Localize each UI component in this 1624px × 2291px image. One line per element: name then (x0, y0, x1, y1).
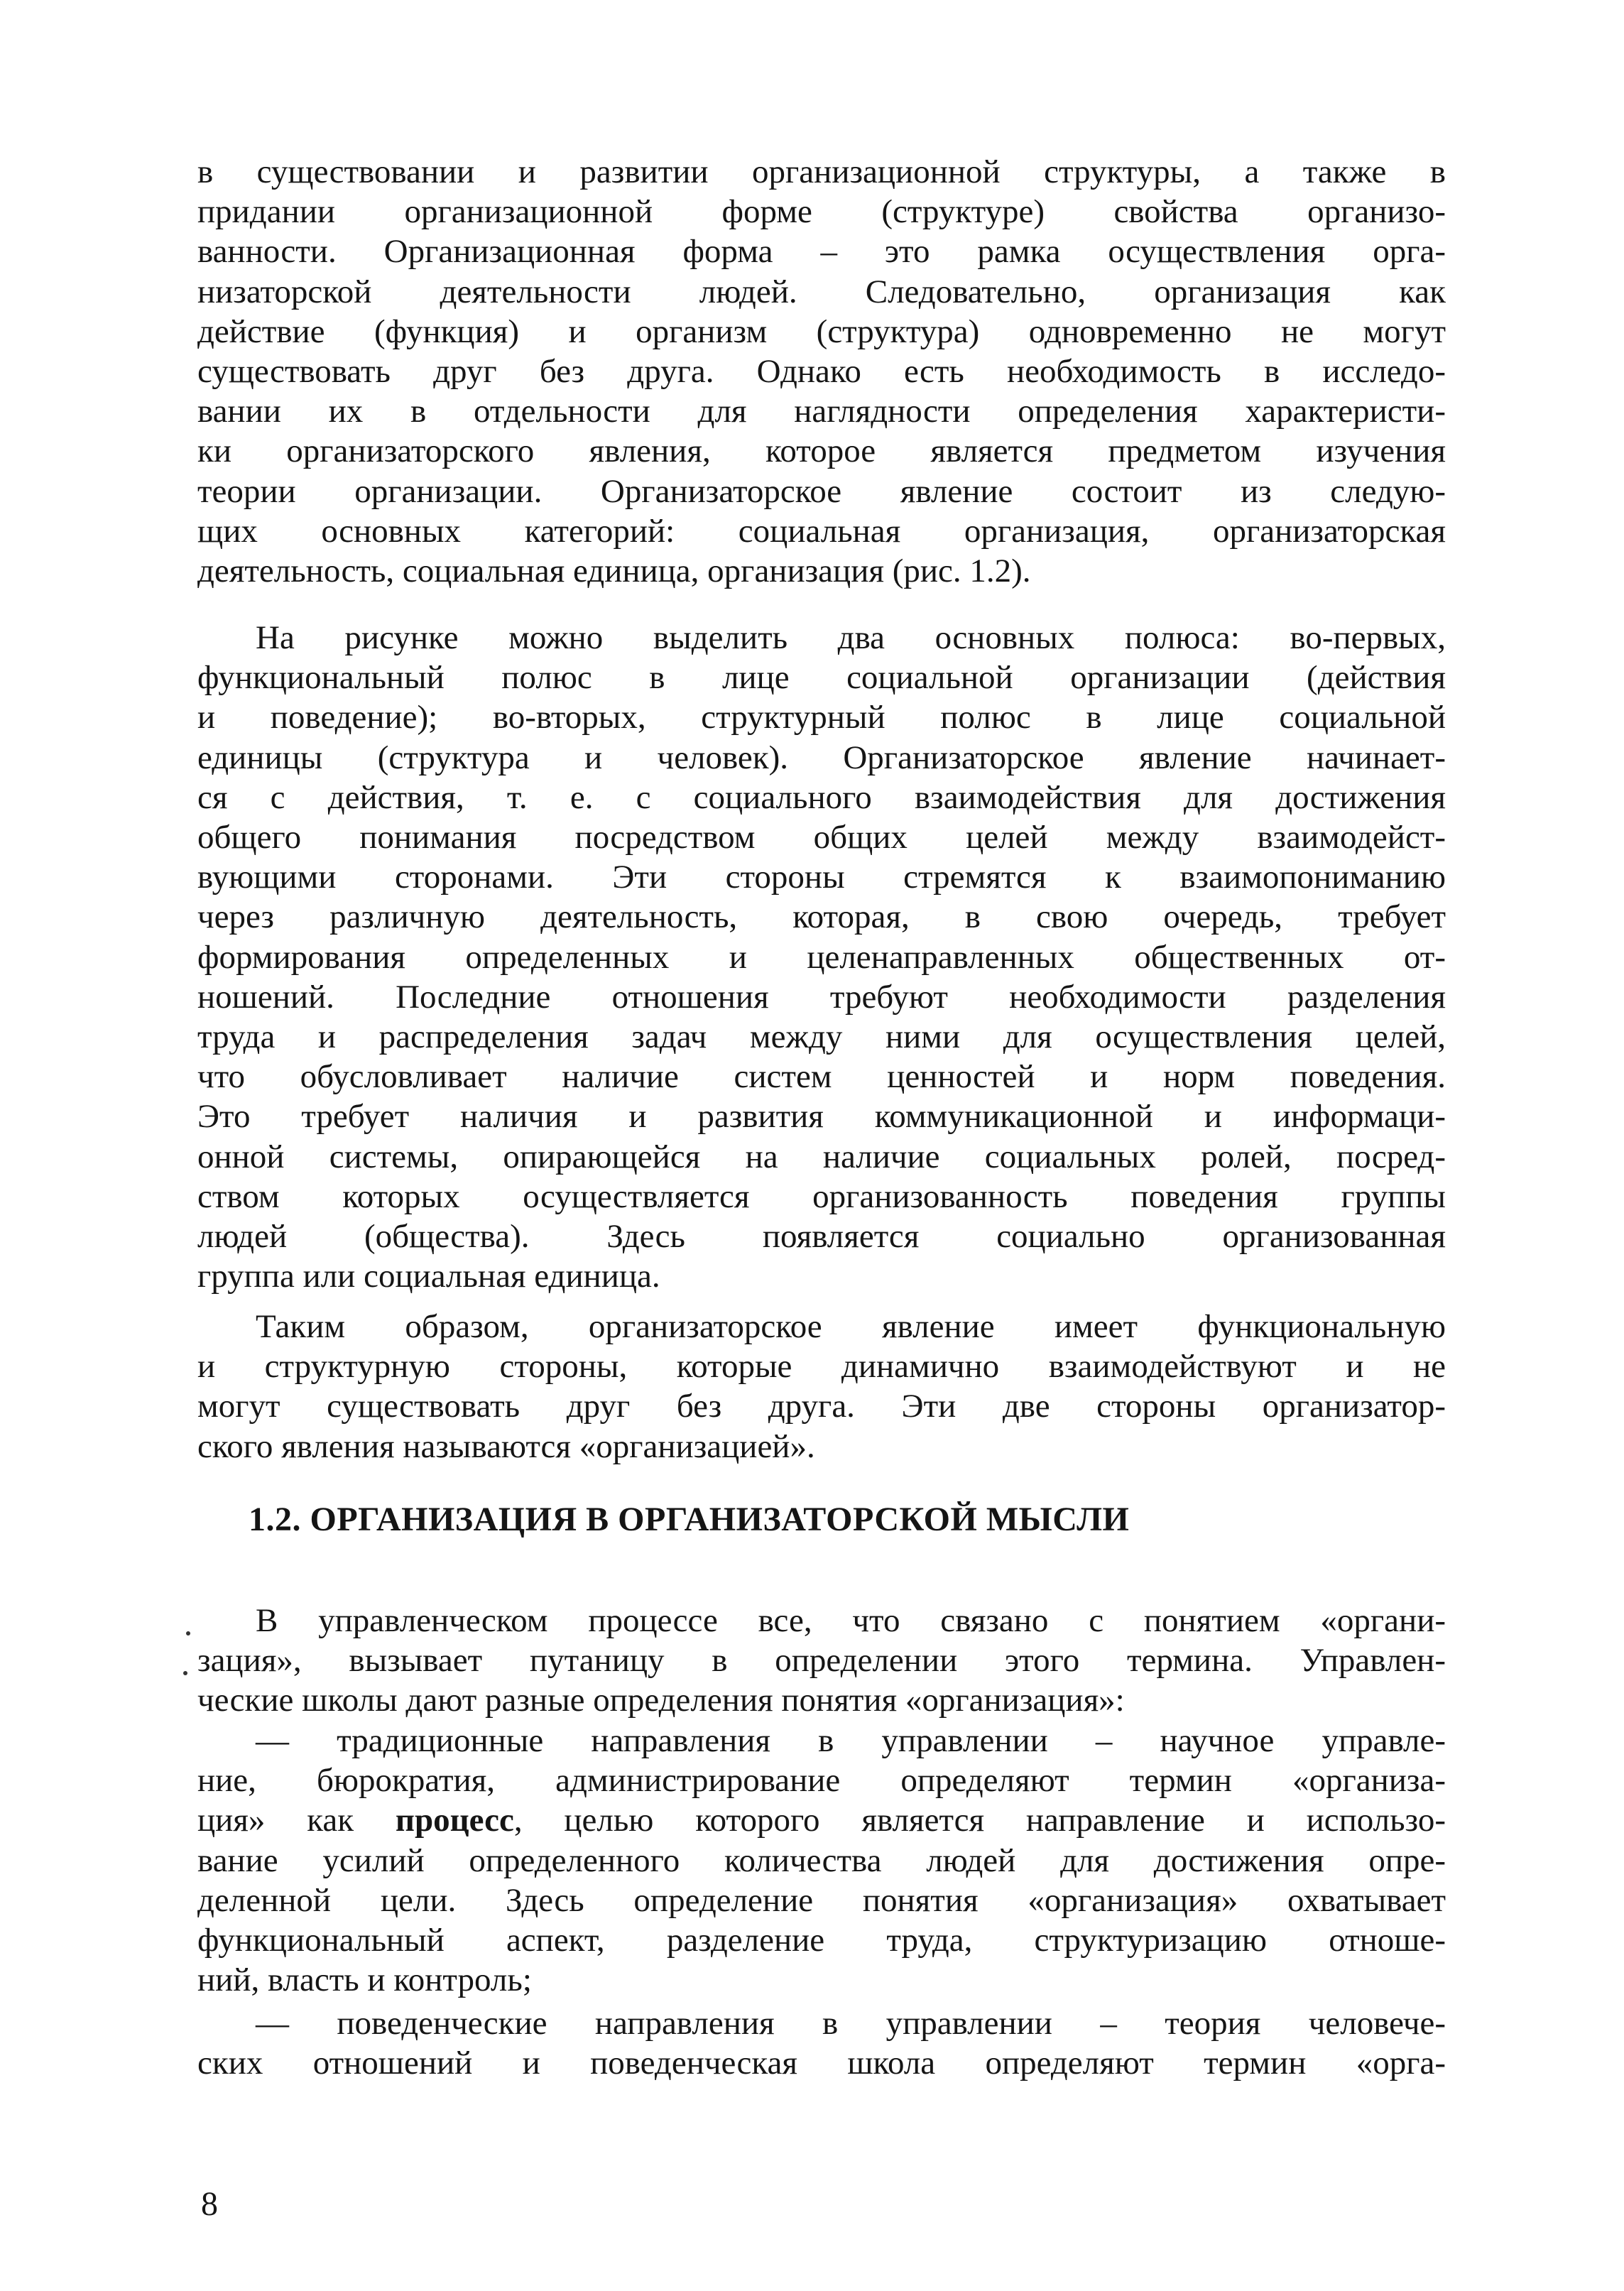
section-heading: 1.2. ОРГАНИЗАЦИЯ В ОРГАНИЗАТОРСКОЙ МЫСЛИ (249, 1501, 1130, 1538)
text-line: функциональный аспект, разделение труда, структуризацию отноше- (197, 1922, 1446, 1959)
text-line: На рисунке можно выделить два основных полюса: во-первых, (256, 619, 1446, 656)
text-line: людей (общества). Здесь появляется социально организованная (197, 1218, 1446, 1256)
text-line: существовать друг без друга. Однако есть необходимость в исследо- (197, 353, 1446, 391)
text-line: единицы (структура и человек). Организаторское явление начинает- (197, 739, 1446, 776)
text-line: — традиционные направления в управлении – научное управле- (256, 1722, 1446, 1759)
paragraph-4 (197, 1601, 1446, 1721)
text-line: В управленческом процессе все, что связано с понятием «органи- (256, 1602, 1446, 1639)
text-line: ского явления называются «организацией». (197, 1427, 815, 1465)
text-line: формирования определенных и целенаправленных общественных от- (197, 938, 1446, 976)
page-number: 8 (201, 2185, 218, 2223)
text-line: Таким образом, организаторское явление имеет функциональную (256, 1308, 1446, 1345)
list-item-behavioral (197, 2003, 1446, 2083)
list-item-traditional (197, 1721, 1446, 2000)
text-line: функциональный полюс в лице социальной организации (действия (197, 659, 1446, 697)
paragraph-1 (197, 152, 1446, 591)
text-line: ний, власть и контроль; (197, 1961, 532, 1999)
paragraph-3 (197, 1307, 1446, 1466)
text-line: придании организационной форме (структуре) свойства организо- (197, 193, 1446, 231)
scan-mark (183, 1671, 187, 1675)
text-line: вании их в отдельности для наглядности определения характеристи- (197, 393, 1446, 430)
text-line: и поведение); во-вторых, структурный полюс в лице социальной (197, 699, 1446, 736)
text-line: низаторской деятельности людей. Следовательно, организация как (197, 273, 1446, 310)
text-line-mixed (197, 1800, 1446, 1840)
text-line: деленной цели. Здесь определение понятия «организация» охватывает (197, 1881, 1446, 1919)
text-line: что обусловливает наличие систем ценностей и норм поведения. (197, 1058, 1446, 1096)
text-run: ция» как (197, 1802, 396, 1839)
text-line: труда и распределения задач между ними для осуществления целей, (197, 1018, 1446, 1056)
text-line: ских отношений и поведенческая школа определяют термин «орга- (197, 2045, 1446, 2082)
text-line: действие (функция) и организм (структура) одновременно не могут (197, 312, 1446, 350)
text-line: щих основных категорий: социальная организация, организаторская (197, 512, 1446, 550)
text-line: — поведенческие направления в управлении – теория человече- (256, 2005, 1446, 2042)
text-line: ки организаторского явления, которое является предметом изучения (197, 432, 1446, 470)
text-line: могут существовать друг без друга. Эти две стороны организатор- (197, 1388, 1446, 1425)
text-line: теории организации. Организаторское явление состоит из следую- (197, 472, 1446, 510)
text-line: группа или социальная единица. (197, 1258, 660, 1295)
scan-mark (186, 1631, 190, 1636)
text-line: ванности. Организационная форма – это рамка осуществления орга- (197, 233, 1446, 271)
text-line: Это требует наличия и развития коммуникационной и информаци- (197, 1098, 1446, 1136)
text-line: онной системы, опирающейся на наличие социальных ролей, посред- (197, 1138, 1446, 1175)
text-line: ношений. Последние отношения требуют необходимости разделения (197, 978, 1446, 1016)
text-line: зация», вызывает путаницу в определении этого термина. Управлен- (197, 1642, 1446, 1680)
bold-term: процесс (395, 1802, 514, 1839)
text-line: и структурную стороны, которые динамично взаимодействуют и не (197, 1348, 1446, 1386)
text-line: в существовании и развитии организационной структуры, а также в (197, 153, 1446, 190)
text-line: вующими сторонами. Эти стороны стремятся к взаимопониманию (197, 859, 1446, 896)
text-line: ся с действия, т. е. с социального взаимодействия для достижения (197, 778, 1446, 816)
text-line: через различную деятельность, которая, в свою очередь, требует (197, 898, 1446, 936)
text-run: , целью которого является направление и использо- (513, 1802, 1446, 1839)
text-line: ние, бюрократия, администрирование определяют термин «организа- (197, 1762, 1446, 1800)
text-line: деятельность, социальная единица, организация (рис. 1.2). (197, 553, 1031, 590)
text-line: общего понимания посредством общих целей между взаимодейст- (197, 819, 1446, 856)
paragraph-2 (197, 618, 1446, 1296)
text-line: вание усилий определенного количества людей для достижения опре- (197, 1841, 1446, 1879)
text-line: ческие школы дают разные определения понятия «организация»: (197, 1682, 1125, 1719)
text-line: ством которых осуществляется организованность поведения группы (197, 1177, 1446, 1215)
